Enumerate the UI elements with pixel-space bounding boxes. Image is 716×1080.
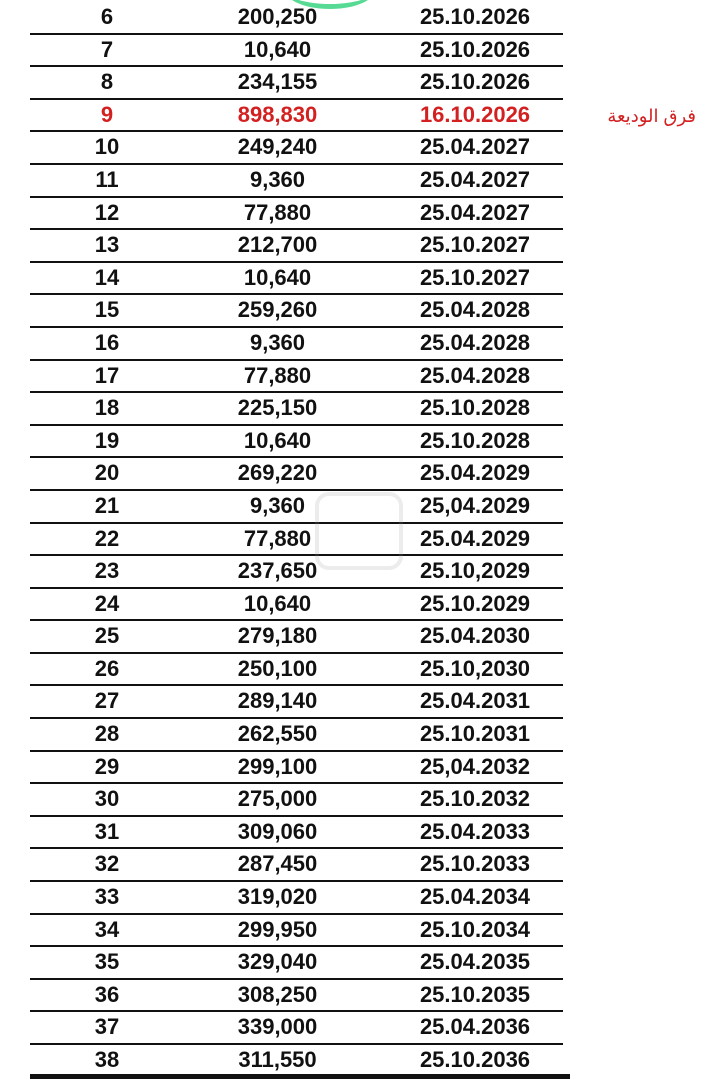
installment-amount: 250,100 bbox=[237, 655, 318, 681]
installment-date: 25.04.2031 bbox=[419, 688, 531, 714]
installment-number: 6 bbox=[100, 4, 114, 29]
installment-number: 33 bbox=[94, 884, 120, 910]
installment-amount: 898,830 bbox=[237, 101, 318, 127]
installment-date: 25.04.2029 bbox=[419, 525, 531, 551]
installment-date: 25.10.2028 bbox=[419, 395, 531, 421]
installment-number: 20 bbox=[94, 460, 120, 486]
installment-number: 23 bbox=[94, 558, 120, 584]
installment-number: 36 bbox=[94, 981, 120, 1007]
installment-number: 21 bbox=[94, 492, 120, 518]
installment-date: 25.10.2032 bbox=[419, 786, 531, 812]
installment-amount: 329,040 bbox=[237, 949, 318, 975]
table-row bbox=[30, 980, 563, 1013]
installment-amount: 10,640 bbox=[243, 36, 312, 62]
installment-amount: 9,360 bbox=[249, 492, 306, 518]
table-row-highlighted bbox=[30, 100, 563, 133]
table-row bbox=[30, 165, 563, 198]
table-row bbox=[30, 556, 563, 589]
table-row bbox=[30, 35, 563, 68]
installment-number: 14 bbox=[94, 264, 120, 290]
installment-amount: 249,240 bbox=[237, 134, 318, 160]
installment-date: 25.10.2027 bbox=[419, 264, 531, 290]
installment-number: 37 bbox=[94, 1014, 120, 1040]
table-row bbox=[30, 752, 563, 785]
installment-amount: 77,880 bbox=[243, 525, 312, 551]
installment-amount: 262,550 bbox=[237, 721, 318, 747]
installment-amount: 200,250 bbox=[237, 4, 318, 29]
installment-date: 25.04.2036 bbox=[419, 1014, 531, 1040]
installment-date: 25,04.2029 bbox=[419, 492, 531, 518]
table-row bbox=[30, 458, 563, 491]
table-row bbox=[30, 1045, 563, 1078]
table-row bbox=[30, 328, 563, 361]
installment-amount: 287,450 bbox=[237, 851, 318, 877]
installment-date: 25.10.2026 bbox=[419, 4, 531, 29]
installment-date: 25.04.2027 bbox=[419, 134, 531, 160]
deposit-difference-note: فرق الوديعة bbox=[607, 106, 696, 126]
installment-date: 25.10.2036 bbox=[419, 1047, 531, 1072]
installment-amount: 10,640 bbox=[243, 590, 312, 616]
table-row bbox=[30, 524, 563, 557]
installment-amount: 77,880 bbox=[243, 199, 312, 225]
table-row bbox=[30, 361, 563, 394]
installment-amount: 212,700 bbox=[237, 232, 318, 258]
installment-number: 7 bbox=[100, 36, 114, 62]
installment-amount: 289,140 bbox=[237, 688, 318, 714]
table-row bbox=[30, 2, 563, 35]
installment-number: 16 bbox=[94, 329, 120, 355]
installment-date: 25.10.2035 bbox=[419, 981, 531, 1007]
installment-date: 25.04.2028 bbox=[419, 297, 531, 323]
installment-number: 27 bbox=[94, 688, 120, 714]
installment-date: 25.04.2028 bbox=[419, 362, 531, 388]
installment-amount: 319,020 bbox=[237, 884, 318, 910]
installment-amount: 9,360 bbox=[249, 329, 306, 355]
installment-number: 25 bbox=[94, 623, 120, 649]
table-row bbox=[30, 1012, 563, 1045]
installment-date: 25.10.2031 bbox=[419, 721, 531, 747]
installment-amount: 279,180 bbox=[237, 623, 318, 649]
installment-date: 25.04.2034 bbox=[419, 884, 531, 910]
installment-number: 15 bbox=[94, 297, 120, 323]
table-row bbox=[30, 719, 563, 752]
installment-number: 9 bbox=[100, 101, 114, 127]
installment-date: 25.04.2027 bbox=[419, 166, 531, 192]
installment-date: 25.10.2034 bbox=[419, 916, 531, 942]
table-row bbox=[30, 882, 563, 915]
installment-amount: 275,000 bbox=[237, 786, 318, 812]
installment-date: 25.10.2033 bbox=[419, 851, 531, 877]
table-row bbox=[30, 295, 563, 328]
installment-number: 26 bbox=[94, 655, 120, 681]
installment-date: 25.10.2026 bbox=[419, 36, 531, 62]
installment-date: 25.04.2027 bbox=[419, 199, 531, 225]
installment-number: 11 bbox=[95, 166, 119, 192]
installment-date: 25.10.2027 bbox=[419, 232, 531, 258]
installment-date: 25.04.2029 bbox=[419, 460, 531, 486]
installment-number: 35 bbox=[94, 949, 120, 975]
table-row bbox=[30, 784, 563, 817]
installment-amount: 10,640 bbox=[243, 427, 312, 453]
table-row bbox=[30, 67, 563, 100]
installment-number: 38 bbox=[94, 1047, 120, 1072]
installment-amount: 269,220 bbox=[237, 460, 318, 486]
installment-number: 17 bbox=[94, 362, 120, 388]
table-row bbox=[30, 947, 563, 980]
installment-date: 25.10,2029 bbox=[419, 558, 531, 584]
installment-date: 25.04.2030 bbox=[419, 623, 531, 649]
installment-date: 25.10.2029 bbox=[419, 590, 531, 616]
installment-amount: 234,155 bbox=[237, 69, 318, 95]
table-row bbox=[30, 654, 563, 687]
installment-date: 16.10.2026 bbox=[419, 101, 531, 127]
table-row bbox=[30, 426, 563, 459]
installment-number: 12 bbox=[94, 199, 120, 225]
table-row bbox=[30, 491, 563, 524]
installment-date: 25.10,2030 bbox=[419, 655, 531, 681]
table-row bbox=[30, 263, 563, 296]
installment-amount: 299,950 bbox=[237, 916, 318, 942]
installment-amount: 339,000 bbox=[237, 1014, 318, 1040]
table-row bbox=[30, 817, 563, 850]
installment-number: 18 bbox=[94, 395, 120, 421]
installment-amount: 77,880 bbox=[243, 362, 312, 388]
installment-amount: 311,550 bbox=[238, 1047, 317, 1072]
installment-number: 32 bbox=[94, 851, 120, 877]
payment-table bbox=[30, 2, 563, 1078]
installment-date: 25.04.2028 bbox=[419, 329, 531, 355]
installment-amount: 10,640 bbox=[243, 264, 312, 290]
installment-number: 22 bbox=[94, 525, 120, 551]
installment-date: 25,04.2032 bbox=[419, 753, 531, 779]
installment-number: 19 bbox=[94, 427, 120, 453]
table-row bbox=[30, 589, 563, 622]
installment-amount: 309,060 bbox=[237, 818, 318, 844]
table-row bbox=[30, 393, 563, 426]
installment-amount: 308,250 bbox=[237, 981, 318, 1007]
installment-amount: 237,650 bbox=[237, 558, 318, 584]
installment-amount: 225,150 bbox=[237, 395, 318, 421]
installment-number: 10 bbox=[94, 134, 120, 160]
installment-number: 30 bbox=[94, 786, 120, 812]
installment-number: 28 bbox=[94, 721, 120, 747]
installment-number: 31 bbox=[94, 818, 120, 844]
installment-amount: 259,260 bbox=[237, 297, 318, 323]
installment-date: 25.10.2028 bbox=[419, 427, 531, 453]
table-row bbox=[30, 621, 563, 654]
installment-amount: 9,360 bbox=[249, 166, 306, 192]
installment-amount: 299,100 bbox=[237, 753, 318, 779]
installment-date: 25.04.2035 bbox=[419, 949, 531, 975]
table-row bbox=[30, 849, 563, 882]
installment-number: 29 bbox=[94, 753, 120, 779]
table-row bbox=[30, 230, 563, 263]
installment-number: 24 bbox=[94, 590, 120, 616]
table-row bbox=[30, 198, 563, 231]
table-row bbox=[30, 132, 563, 165]
installment-date: 25.04.2033 bbox=[419, 818, 531, 844]
installment-number: 13 bbox=[94, 232, 120, 258]
table-bottom-rule bbox=[30, 1074, 570, 1079]
table-row bbox=[30, 915, 563, 948]
installment-number: 8 bbox=[100, 69, 114, 95]
installment-date: 25.10.2026 bbox=[419, 69, 531, 95]
table-row bbox=[30, 686, 563, 719]
installment-number: 34 bbox=[94, 916, 120, 942]
